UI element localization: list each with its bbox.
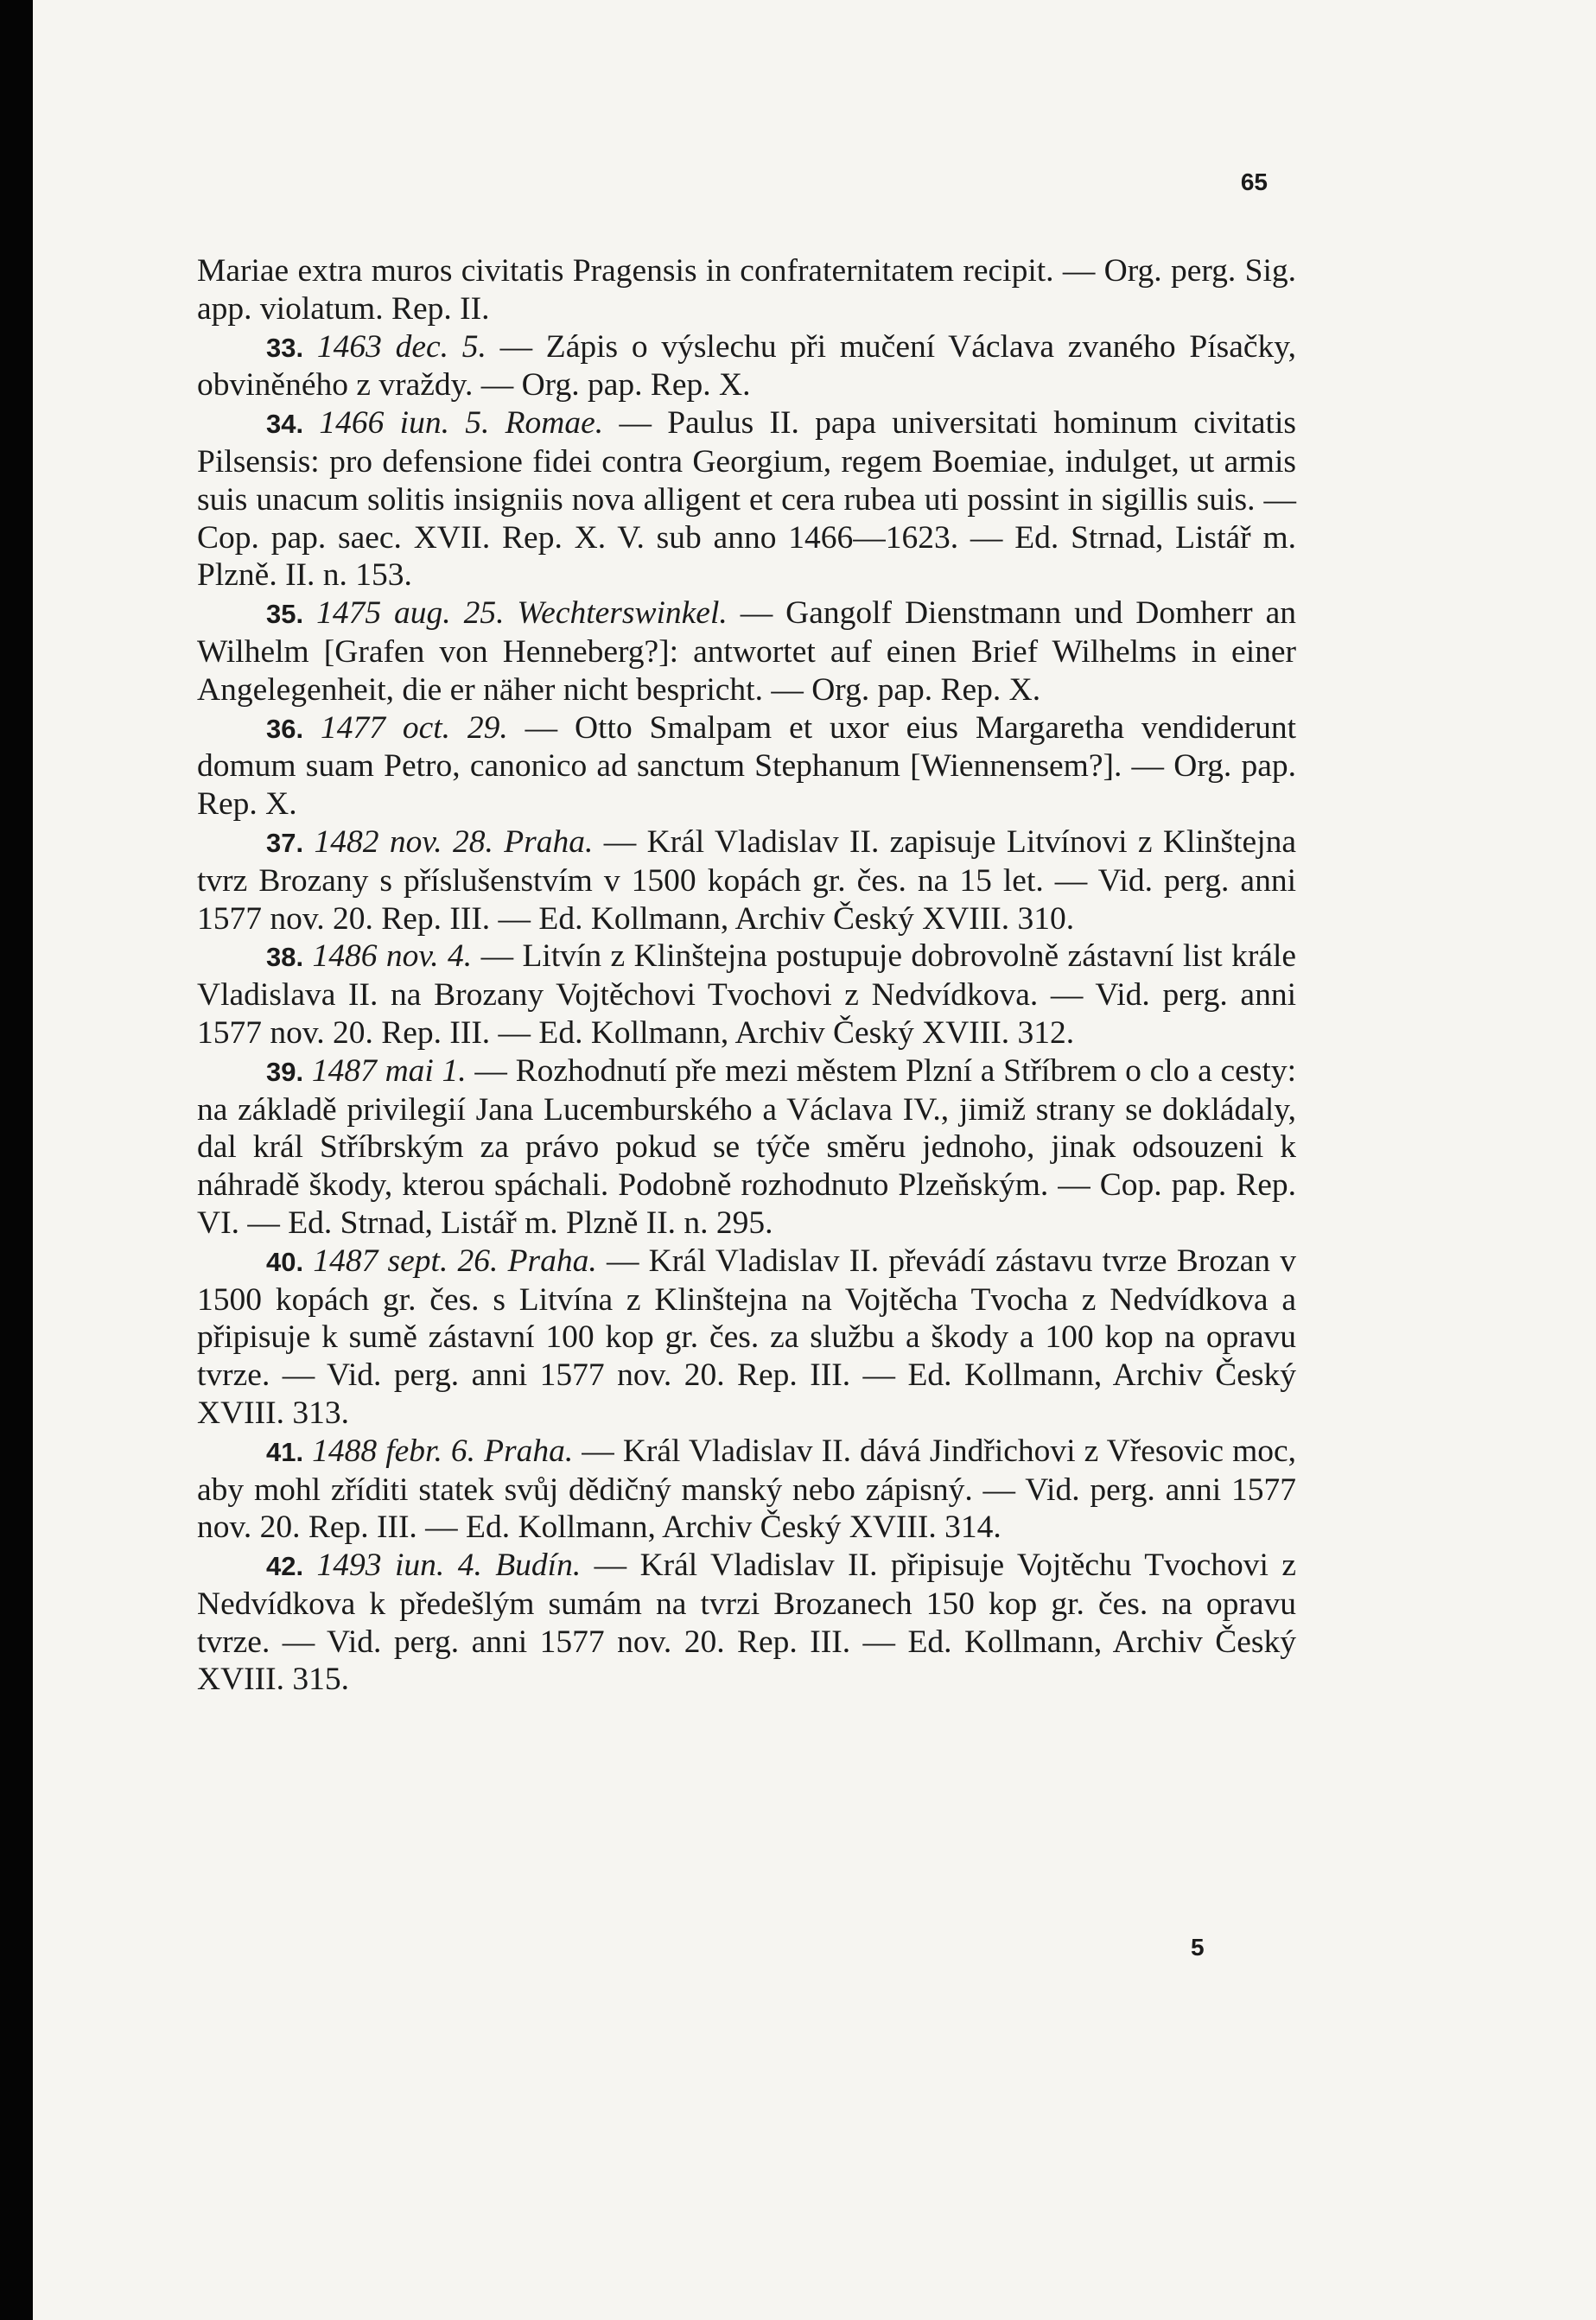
intro-paragraph: Mariae extra muros civitatis Pragensis in confraternitatem recipit. — Org. perg. Sig. app. violatum. Rep. II. xyxy=(197,253,1296,327)
entry-41 xyxy=(197,1433,1296,1547)
entry-number: 38. xyxy=(266,942,304,973)
entry-36 xyxy=(197,709,1296,823)
entry-33 xyxy=(197,328,1296,405)
entry-number: 34. xyxy=(266,409,304,440)
entry-text: — Král Vladislav II. připisuje Vojtěchu Tvochovi z Nedvídkova k předešlým sumám na tvrzi Brozanech 150 kop gr. čes. na opravu tvrze. — Vid. perg. anni 1577 nov. 20. Rep. III. — Ed. Kollmann, Archiv Český XVIII. 315. xyxy=(197,1548,1297,1698)
entry-number: 35. xyxy=(266,599,304,630)
entry-date-place: 1482 nov. 28. Praha. xyxy=(314,823,594,860)
entry-date-place: 1493 iun. 4. Budín. xyxy=(316,1548,582,1584)
entry-text: — Litvín z Klinštejna postupuje dobrovolně zástavní list krále Vladislava II. na Brozany Vojtěchovi Tvochovi z Nedvídkova. — Vid. perg. anni 1577 nov. 20. Rep. III. — Ed. Kollmann, Archiv Český XVIII. 312. xyxy=(197,938,1297,1051)
page-number: 65 xyxy=(1240,168,1268,195)
entry-number: 42. xyxy=(266,1551,304,1582)
entry-37 xyxy=(197,823,1296,938)
entry-text: — Rozhodnutí pře mezi městem Plzní a Stříbrem o clo a cesty: na základě privilegií Jana Lucemburského a Václava IV., jimiž strany se dokládaly, dal král Stříbrským za právo pokud se týče směru jednoho, jinak odsouzeni k náhradě škody, kterou spáchali. Podobně rozhodnuto Plzeňským. — Cop. pap. Rep. VI. — Ed. Strnad, Listář m. Plzně II. n. 295. xyxy=(197,1052,1297,1241)
entry-date-place: 1466 iun. 5. Romae. xyxy=(319,405,604,442)
document-page xyxy=(33,0,1596,2320)
entry-number: 41. xyxy=(266,1436,304,1467)
entry-38 xyxy=(197,938,1296,1052)
entry-42 xyxy=(197,1547,1296,1699)
entry-date-place: 1475 aug. 25. Wechterswinkel. xyxy=(316,595,728,632)
entry-text: — Paulus II. papa universitati hominum civitatis Pilsensis: pro defensione fidei contra Georgium, regem Boemiae, indulget, ut armis suis unacum solitis insigniis nova alligent et cera rubea uti possint in sigillis suis. — Cop. pap. saec. XVII. Rep. X. V. sub anno 1466—1623. — Ed. Strnad, Listář m. Plzně. II. n. 153. xyxy=(197,405,1296,594)
entry-list xyxy=(197,328,1296,1700)
entry-text: — Otto Smalpam et uxor eius Margaretha vendiderunt domum suam Petro, canonico ad sanctum Stephanum [Wiennensem?]. — Org. pap. Rep. X. xyxy=(197,709,1296,823)
entry-35 xyxy=(197,594,1296,709)
entry-date-place: 1487 mai 1. xyxy=(311,1052,467,1089)
entry-text: — Gangolf Dienstmann und Domherr an Wilhelm [Grafen von Henneberg?]: antwortet auf einen Brief Wilhelms in einer Angelegenheit, die er näher nicht bespricht. — Org. pap. Rep. X. xyxy=(197,595,1297,708)
entry-39 xyxy=(197,1052,1296,1243)
scan-edge xyxy=(0,0,33,2320)
entry-number: 36. xyxy=(266,713,304,744)
entry-text: — Král Vladislav II. zapisuje Litvínovi z Klinštejna tvrz Brozany s příslušenstvím v 1500 kopách gr. čes. na 15 let. — Vid. perg. anni 1577 nov. 20. Rep. III. — Ed. Kollmann, Archiv Český XVIII. 310. xyxy=(197,823,1297,937)
entry-number: 39. xyxy=(266,1056,304,1087)
entry-number: 33. xyxy=(266,332,304,363)
entry-date-place: 1477 oct. 29. xyxy=(320,709,508,746)
entry-text: — Král Vladislav II. převádí zástavu tvrze Brozan v 1500 kopách gr. čes. s Litvína z Klinštejna na Vojtěcha Tvocha z Nedvídkova a připisuje k sumě zástavní 100 kop gr. čes. za službu a škody a 100 kop na opravu tvrze. — Vid. perg. anni 1577 nov. 20. Rep. III. — Ed. Kollmann, Archiv Český XVIII. 313. xyxy=(197,1243,1297,1431)
entry-text: — Zápis o výslechu při mučení Václava zvaného Písačky, obviněného z vraždy. — Org. pap. Rep. X. xyxy=(197,328,1296,404)
signature-mark: 5 xyxy=(1191,1934,1205,1961)
entry-date-place: 1488 febr. 6. Praha. xyxy=(312,1433,574,1469)
entry-40 xyxy=(197,1243,1296,1433)
entry-date-place: 1487 sept. 26. Praha. xyxy=(313,1243,597,1279)
entry-number: 37. xyxy=(266,827,304,858)
entry-text: — Král Vladislav II. dává Jindřichovi z Vřesovic moc, aby mohl zříditi statek svůj dědičný manský nebo zápisný. — Vid. perg. anni 1577 nov. 20. Rep. III. — Ed. Kollmann, Archiv Český XVIII. 314. xyxy=(197,1433,1297,1546)
entry-number: 40. xyxy=(266,1246,304,1277)
entry-date-place: 1463 dec. 5. xyxy=(316,328,486,365)
entry-date-place: 1486 nov. 4. xyxy=(312,938,473,975)
entry-34 xyxy=(197,404,1296,594)
page-body xyxy=(197,252,1296,1699)
